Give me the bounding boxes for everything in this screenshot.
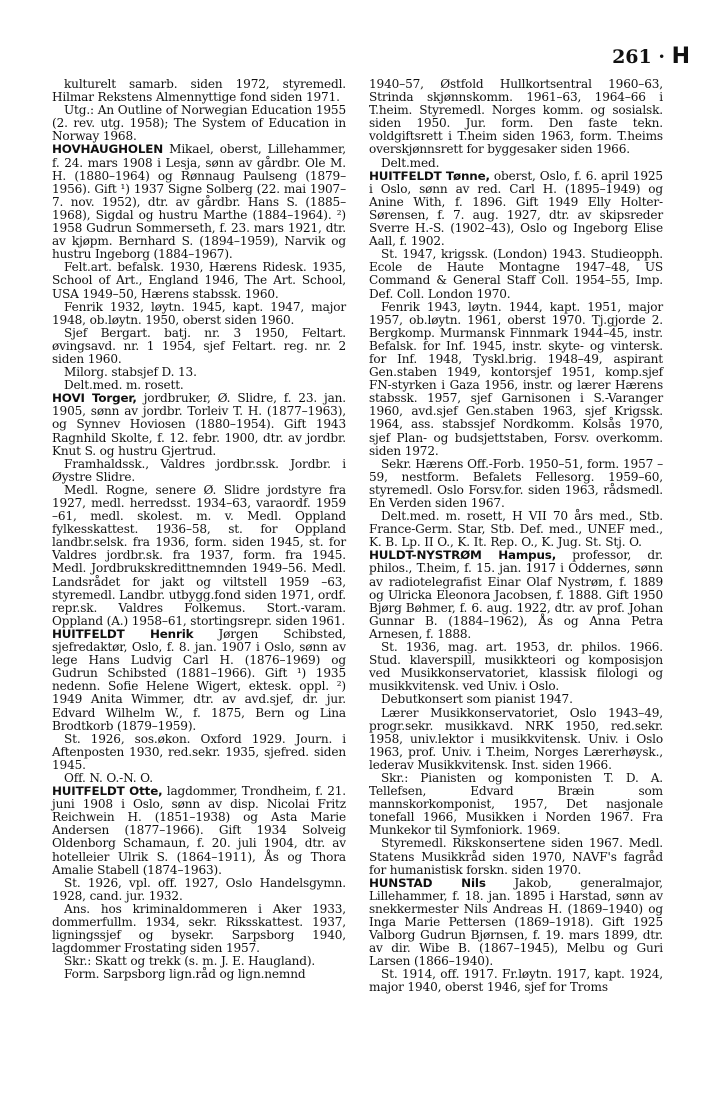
entry-name: HUITFELDT Otte, xyxy=(52,784,163,799)
entry-name: HUITFELDT Henrik xyxy=(52,626,194,641)
entry-text: jordbruker, Ø. Slidre, f. 23. jan. 1905, sønn av jordbr. Torleiv T. H. (1877–1963), og Synnev Hoviosen (1880–1954). Gift 1943 Ragnhild Skolte, f. 12. febr. 1900, dtr. av jordbr. Knut S. og hustru Gjertrud. xyxy=(52,391,346,458)
paragraph: Felt.art. befalsk. 1930, Hærens Ridesk. 1935, School of Art., England 1946, The Art. School, USA 1949–50, Hærens stabssk. 1960. xyxy=(52,260,346,301)
entry-name: HOVI Torger, xyxy=(52,391,137,406)
paragraph: St. 1914, off. 1917. Fr.løytn. 1917, kapt. 1924, major 1940, oberst 1946, sjef for Troms xyxy=(369,967,663,995)
entry-text: lagdommer, Trondheim, f. 21. juni 1908 i Oslo, sønn av disp. Nicolai Fritz Reichwein H. (1851–1938) og Asta Marie Andersen (1877–1966). Gift 1934 Solveig Oldenborg Schamaun, f. 20. juli 1904, dtr. av hotelleier Ulrik S. (1864–1911), Ås og Thora Amalie Stabell (1874–1963). xyxy=(52,784,346,877)
paragraph: Delt.med. xyxy=(381,155,440,170)
paragraph: St. 1926, sos.økon. Oxford 1929. Journ. i Aftenposten 1930, red.sekr. 1935, sjefred. siden 1945. xyxy=(52,731,346,772)
entry-name: HUITFELDT Tønne, xyxy=(369,168,490,183)
entry-name: HUNSTAD Nils xyxy=(369,875,486,890)
paragraph: Ans. hos kriminaldommeren i Aker 1933, dommerfullm. 1934, sekr. Riksskattest. 1937, ligningssjef og bysekr. Sarpsborg 1940, lagdommer Frostating siden 1957. xyxy=(52,901,346,956)
biography-entry xyxy=(52,785,346,877)
page-number: 261 · xyxy=(612,46,665,68)
biography-entry xyxy=(369,549,663,641)
paragraph: Skr.: Skatt og trekk (s. m. J. E. Haugland). xyxy=(64,954,316,969)
paragraph: Fenrik 1943, løytn. 1944, kapt. 1951, major 1957, ob.løytn. 1961, oberst 1970. Tj.gjorde 2. Bergkomp. Murmansk Finnmark 1944–45, instr. Befalsk. for Inf. 1945, instr. skyte- og vintersk. for Inf. 1948, Tyskl.brig. 1948–49, aspirant Gen.staben 1949, kontorsjef 1951, komp.sjef FN-styrken i Gaza 1956, instr. og lærer Hærens stabssk. 1957, sjef Garnisonen i S.-Varanger 1960, avd.sjef Gen.staben 1963, sjef Krigssk. 1964, ass. stabssjef Nordkomm. Kolsås 1970, sjef Plan- og budsjettstaben, Forsv. overkomm. siden 1972. xyxy=(369,299,663,458)
entry-name: HOVHAUGHOLEN xyxy=(52,142,164,157)
paragraph: Styremedl. Rikskonsertene siden 1967. Medl. Statens Musikkråd siden 1970, NAVF's fagråd for humanistisk forskn. siden 1970. xyxy=(369,836,663,877)
biography-entry xyxy=(52,143,346,261)
paragraph: Framhaldssk., Valdres jordbr.ssk. Jordbr. i Øystre Slidre. xyxy=(52,456,346,484)
biography-entry xyxy=(52,392,346,457)
paragraph: Form. Sarpsborg lign.råd og lign.nemnd xyxy=(64,967,306,982)
paragraph: Sjef Bergart. batj. nr. 3 1950, Feltart. øvingsavd. nr. 1 1954, sjef Feltart. reg. nr. 2 siden 1960. xyxy=(52,325,346,366)
paragraph: Off. N. O.-N. O. xyxy=(64,770,153,785)
paragraph: Delt.med. m. rosett, H VII 70 års med., Stb. France-Germ. Star, Stb. Def. med., UNEF med., K. B. Lp. II O., K. It. Rep. O., K. Jug. St. Stj. O. xyxy=(369,509,663,550)
paragraph: Utg.: An Outline of Norwegian Education 1955 (2. rev. utg. 1958); The System of Education in Norway 1968. xyxy=(52,103,346,144)
biography-entry xyxy=(369,78,663,157)
entry-text: professor, dr. philos., T.heim, f. 15. jan. 1917 i Oddernes, sønn av radiotelegrafist Einar Olaf Nystrøm, f. 1889 og Ulricka Eleonora Jacobsen, f. 1888. Gift 1950 Bjørg Bøhmer, f. 6. aug. 1922, dtr. av prof. Johan Gunnar B. (1884–1962), Ås og Anna Petra Arnesen, f. 1888. xyxy=(369,548,663,641)
paragraph: Sekr. Hærens Off.-Forb. 1950–51, form. 1957 –59, nestform. Befalets Fellesorg. 1959–60, styremedl. Oslo Forsv.for. siden 1963, rådsmedl. En Verden siden 1967. xyxy=(369,456,663,510)
paragraph: Fenrik 1932, løytn. 1945, kapt. 1947, major 1948, ob.løytn. 1950, oberst siden 1960. xyxy=(52,299,346,327)
paragraph: St. 1947, krigssk. (London) 1943. Studieopph. Ecole de Haute Montagne 1947–48, US Command & General Staff Coll. 1954–55, Imp. Def. Coll. London 1970. xyxy=(369,247,663,301)
entry-text: Mikael, oberst, Lillehammer, f. 24. mars 1908 i Lesja, sønn av gårdbr. Ole M. H. (1880–1964) og Rønnaug Paulseng (1879–1956). Gift ¹) 1937 Signe Solberg (22. mai 1907–7. nov. 1952), dtr. av gårdbr. Hans S. (1885–1968), Sigdal og hustru Marthe (1884–1964). ²) 1958 Gudrun Sommerseth, f. 23. mars 1921, dtr. av kjøpm. Bernhard S. (1894–1959), Narvik og hustru Ingeborg (1884–1967). xyxy=(52,142,346,262)
entry-text: oberst, Oslo, f. 6. april 1925 i Oslo, sønn av red. Carl H. (1895–1949) og Anine With, f. 1896. Gift 1949 Elly Holter-Sørensen, f. 7. aug. 1927, dtr. av skipsreder Sverre H.-S. (1902–43), Oslo og Ingeborg Elise Aall, f. 1902. xyxy=(369,168,663,249)
entry-name: HULDT-NYSTRØM Hampus, xyxy=(369,548,557,563)
paragraph: Skr.: Pianisten og komponisten T. D. A. Tellefsen, Edvard Bræin som mannskorkomponist, 1957, Det nasjonale tonefall 1966, Musikken i Norden 1967. Fra Munkekor til Symfoniork. 1969. xyxy=(369,770,663,838)
section-letter: H xyxy=(671,44,690,69)
page-header xyxy=(612,44,690,69)
paragraph: Lærer Musikkonservatoriet, Oslo 1943–49, progr.sekr. musikkavd. NRK 1950, red.sekr. 1958, univ.lektor i musikkvitensk. Univ. i Oslo 1963, prof. Univ. i T.heim, Norges Lærerhøysk., lederav Musikkvitensk. Inst. siden 1966. xyxy=(369,705,663,772)
entry-text: Jakob, generalmajor, Lillehammer, f. 18. jan. 1895 i Harstad, sønn av snekkermester Nils Andreas H. (1869–1940) og Inga Marie Pettersen (1869–1918). Gift 1925 Valborg Gudrun Bjørnsen, f. 19. mars 1899, dtr. av dir. Wibe B. (1867–1945), Melbu og Guri Larsen (1866–1940). xyxy=(369,875,663,969)
paragraph: kulturelt samarb. siden 1972, styremedl. Hilmar Rekstens Almennyttige fond siden 1971. xyxy=(52,77,346,105)
biography-entry xyxy=(369,170,663,249)
paragraph: Medl. Rogne, senere Ø. Slidre jordstyre fra 1927, medl. herredsst. 1934–63, varaordf. 1959 –61, medl. skolest. m. v. Medl. Oppland fylkesskattest. 1936–58, st. for Oppland landbr.selsk. fra 1936, form. siden 1945, st. for Valdres jordbr.sk. fra 1937, form. fra 1945. Medl. Jordbrukskredittnemnden 1949–56. Medl. Landsrådet for jakt og viltstell 1959 –63, styremedl. Landbr. utbygg.fond siden 1971, ordf. repr.sk. Valdres Folkemus. Stort.-varam. Oppland (A.) 1958–61, stortingsrepr. siden 1961. xyxy=(52,482,346,628)
paragraph: Delt.med. m. rosett. xyxy=(64,378,184,393)
entry-text: Jørgen Schibsted, sjefredaktør, Oslo, f. 8. jan. 1907 i Oslo, sønn av lege Hans Ludvig Carl H. (1876–1969) og Gudrun Schibsted (1881–1966). Gift ¹) 1935 nedenn. Sofie Helene Wigert, ektesk. oppl. ²) 1949 Anita Wimmer, dtr. av avd.sjef, dr. jur. Edvard Wilhelm W., f. 1875, Bern og Lina Brodtkorb (1879–1959). xyxy=(52,626,346,733)
paragraph: St. 1936, mag. art. 1953, dr. philos. 1966. Stud. klaverspill, musikkteori og komposisjon ved Musikkonservatoriet, klassisk filologi og musikkvitensk. ved Univ. i Oslo. xyxy=(369,640,663,694)
paragraph: Debutkonsert som pianist 1947. xyxy=(381,692,573,707)
left-column xyxy=(52,78,346,981)
entry-text: 1940–57, Østfold Hullkortsentral 1960–63, Strinda skjønnskomm. 1961–63, 1964–66 i T.heim. Styremedl. Norges komm. og sosialsk. siden 1950. Jur. form. Den faste tekn. voldgiftsrett i T.heim siden 1963, form. T.heims overskjønnsrett for byggesaker siden 1966. xyxy=(369,77,663,157)
biography-entry xyxy=(369,877,663,969)
paragraph: St. 1926, vpl. off. 1927, Oslo Handelsgymn. 1928, cand. jur. 1932. xyxy=(52,875,346,903)
biography-entry xyxy=(52,628,346,733)
paragraph: Milorg. stabsjef D. 13. xyxy=(64,365,197,380)
right-column xyxy=(369,78,663,995)
